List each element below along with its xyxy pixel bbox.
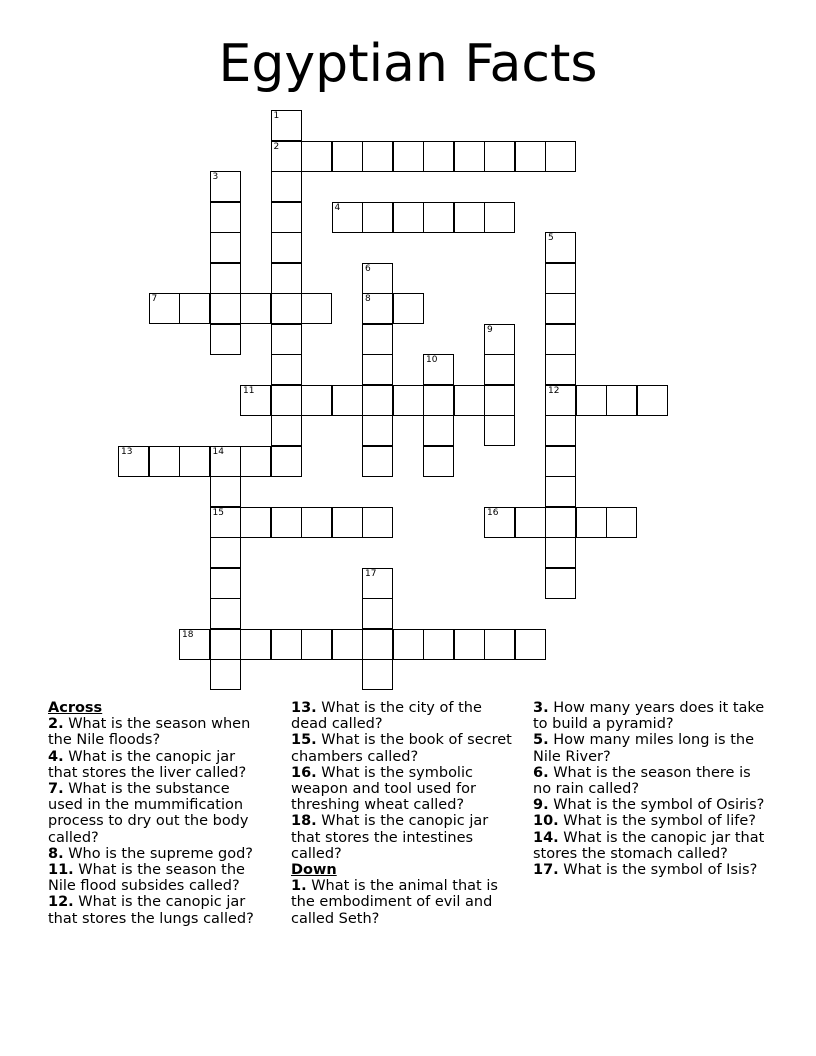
down-heading: Down	[291, 862, 337, 879]
grid-cell[interactable]	[454, 385, 485, 416]
clue-across-4: 4. What is the canopic jar that stores the liver called?	[48, 748, 247, 781]
cell-number: 15	[212, 507, 224, 518]
clue-across-2: 2. What is the season when the Nile floods?	[48, 716, 251, 749]
grid-cell[interactable]	[545, 446, 576, 477]
grid-cell[interactable]	[240, 293, 271, 324]
cell-number: 8	[365, 294, 371, 304]
grid-cell[interactable]	[271, 354, 302, 385]
grid-cell[interactable]	[362, 263, 393, 294]
grid-cell[interactable]	[271, 141, 302, 172]
clues-column-3	[533, 700, 773, 878]
grid-cell[interactable]	[484, 202, 515, 233]
grid-cell[interactable]	[545, 141, 576, 172]
grid-cell[interactable]	[393, 293, 424, 324]
cell-number: 13	[121, 446, 133, 457]
grid-cell[interactable]	[362, 354, 393, 385]
grid-cell[interactable]	[484, 629, 515, 660]
clue-down-1: 1. What is the animal that is the embodiment of evil and called Seth?	[291, 878, 498, 927]
grid-cell[interactable]	[576, 385, 607, 416]
clue-across-18: 18. What is the canopic jar that stores the intestines called?	[291, 813, 489, 862]
grid-cell[interactable]	[210, 476, 241, 507]
cell-number: 4	[334, 202, 341, 213]
grid-cell[interactable]	[240, 385, 271, 416]
clue-down-17: 17. What is the symbol of Isis?	[533, 862, 758, 879]
grid-cell[interactable]	[210, 446, 241, 477]
grid-cell[interactable]	[210, 659, 241, 690]
grid-cell[interactable]	[545, 537, 576, 568]
grid-cell[interactable]	[362, 293, 393, 324]
clue-down-6: 6. What is the season there is no rain called?	[533, 764, 751, 798]
grid-cell[interactable]	[362, 446, 393, 477]
grid-cell[interactable]	[484, 324, 515, 355]
grid-cell[interactable]	[210, 263, 241, 294]
grid-cell[interactable]	[484, 415, 515, 446]
clue-across-15: 15. What is the book of secret chambers called?	[291, 732, 512, 765]
cell-number: 3	[212, 172, 219, 182]
grid-cell[interactable]	[362, 568, 393, 599]
grid-cell[interactable]	[240, 507, 271, 538]
grid-cell[interactable]	[210, 232, 241, 263]
grid-cell[interactable]	[362, 629, 393, 660]
grid-cell[interactable]	[271, 263, 302, 294]
grid-cell[interactable]	[545, 415, 576, 446]
grid-cell[interactable]	[271, 415, 302, 446]
clue-across-16: 16. What is the symbolic weapon and tool used for threshing wheat called?	[291, 764, 476, 814]
grid-cell[interactable]	[393, 141, 424, 172]
grid-cell[interactable]	[210, 537, 241, 568]
grid-cell[interactable]	[515, 629, 546, 660]
grid-cell[interactable]	[637, 385, 668, 416]
grid-cell[interactable]	[362, 598, 393, 629]
cell-number: 9	[487, 324, 493, 335]
grid-cell[interactable]	[332, 202, 363, 233]
cell-number: 10	[426, 355, 438, 365]
grid-cell[interactable]	[271, 293, 302, 324]
grid-cell[interactable]	[423, 629, 454, 660]
grid-cell[interactable]	[545, 232, 576, 263]
grid-cell[interactable]	[149, 446, 180, 477]
cell-number: 2	[273, 141, 280, 152]
cell-number: 7	[151, 294, 158, 304]
grid-cell[interactable]	[545, 568, 576, 599]
grid-cell[interactable]	[576, 507, 607, 538]
grid-cell[interactable]	[210, 293, 241, 324]
grid-cell[interactable]	[545, 385, 576, 416]
clue-across-12: 12. What is the canopic jar that stores the lungs called?	[48, 894, 254, 927]
grid-cell[interactable]	[545, 354, 576, 385]
cell-number: 1	[273, 111, 280, 121]
clue-down-3: 3. How many years does it take to build a pyramid?	[533, 700, 765, 733]
grid-cell[interactable]	[484, 354, 515, 385]
cell-number: 14	[212, 446, 224, 457]
grid-cell[interactable]	[454, 141, 485, 172]
puzzle-title: Egyptian Facts	[218, 34, 598, 94]
cell-number: 16	[487, 507, 499, 518]
grid-cell[interactable]	[393, 202, 424, 233]
across-heading: Across	[48, 700, 103, 716]
grid-cell[interactable]	[210, 568, 241, 599]
grid-cell[interactable]	[454, 202, 485, 233]
grid-cell[interactable]	[301, 507, 332, 538]
grid-cell[interactable]	[271, 324, 302, 355]
grid-cell[interactable]	[606, 507, 637, 538]
grid-cell[interactable]	[271, 385, 302, 416]
cell-number: 6	[365, 263, 371, 274]
clues-column-2	[291, 700, 519, 927]
grid-cell[interactable]	[545, 476, 576, 507]
grid-cell[interactable]	[362, 507, 393, 538]
cell-number: 17	[365, 568, 377, 579]
grid-cell[interactable]	[332, 507, 363, 538]
grid-cell[interactable]	[423, 202, 454, 233]
grid-cell[interactable]	[362, 415, 393, 446]
grid-cell[interactable]	[454, 629, 485, 660]
grid-cell[interactable]	[545, 263, 576, 294]
grid-cell[interactable]	[423, 446, 454, 477]
grid-cell[interactable]	[545, 324, 576, 355]
clue-down-9: 9. What is the symbol of Osiris?	[533, 797, 765, 814]
clue-down-10: 10. What is the symbol of life?	[533, 813, 756, 830]
grid-cell[interactable]	[332, 385, 363, 416]
grid-cell[interactable]	[545, 507, 576, 538]
grid-cell[interactable]	[179, 629, 210, 660]
grid-cell[interactable]	[210, 629, 241, 660]
grid-cell[interactable]	[179, 293, 210, 324]
grid-cell[interactable]	[423, 354, 454, 385]
grid-cell[interactable]	[515, 141, 546, 172]
cell-number: 12	[548, 385, 560, 396]
grid-cell[interactable]	[515, 507, 546, 538]
grid-cell[interactable]	[210, 171, 241, 202]
grid-cell[interactable]	[271, 202, 302, 233]
grid-cell[interactable]	[362, 659, 393, 690]
grid-cell[interactable]	[240, 446, 271, 477]
grid-cell[interactable]	[271, 110, 302, 141]
grid-cell[interactable]	[362, 141, 393, 172]
grid-cell[interactable]	[210, 598, 241, 629]
grid-cell[interactable]	[362, 202, 393, 233]
clue-across-13: 13. What is the city of the dead called?	[291, 700, 482, 733]
grid-cell[interactable]	[210, 507, 241, 538]
clues-column-1	[48, 700, 263, 927]
grid-cell[interactable]	[332, 141, 363, 172]
cell-number: 5	[548, 233, 554, 243]
grid-cell[interactable]	[271, 171, 302, 202]
clue-across-8: 8. Who is the supreme god?	[48, 845, 253, 862]
cell-number: 18	[182, 629, 194, 640]
cell-number: 11	[243, 385, 255, 396]
grid-cell[interactable]	[301, 385, 332, 416]
grid-cell[interactable]	[484, 141, 515, 172]
grid-cell[interactable]	[271, 507, 302, 538]
grid-cell[interactable]	[271, 629, 302, 660]
grid-cell[interactable]	[149, 293, 180, 324]
grid-cell[interactable]	[301, 293, 332, 324]
grid-cell[interactable]	[606, 385, 637, 416]
grid-cell[interactable]	[210, 202, 241, 233]
grid-cell[interactable]	[423, 385, 454, 416]
clue-down-14: 14. What is the canopic jar that stores the stomach called?	[533, 829, 765, 862]
grid-cell[interactable]	[301, 141, 332, 172]
grid-cell[interactable]	[179, 446, 210, 477]
clue-across-7: 7. What is the substance used in the mummification process to dry out the body called?	[48, 781, 249, 846]
clue-down-5: 5. How many miles long is the Nile River?	[533, 732, 755, 765]
clue-across-11: 11. What is the season the Nile flood subsides called?	[48, 862, 245, 895]
grid-cell[interactable]	[393, 629, 424, 660]
grid-cell[interactable]	[423, 141, 454, 172]
grid-cell[interactable]	[545, 293, 576, 324]
grid-cell[interactable]	[240, 629, 271, 660]
grid-cell[interactable]	[484, 385, 515, 416]
grid-cell[interactable]	[393, 385, 424, 416]
grid-cell[interactable]	[423, 415, 454, 446]
grid-cell[interactable]	[210, 324, 241, 355]
grid-cell[interactable]	[301, 629, 332, 660]
grid-cell[interactable]	[362, 385, 393, 416]
grid-cell[interactable]	[118, 446, 149, 477]
grid-cell[interactable]	[362, 324, 393, 355]
grid-cell[interactable]	[271, 446, 302, 477]
grid-cell[interactable]	[484, 507, 515, 538]
grid-cell[interactable]	[271, 232, 302, 263]
grid-cell[interactable]	[332, 629, 363, 660]
